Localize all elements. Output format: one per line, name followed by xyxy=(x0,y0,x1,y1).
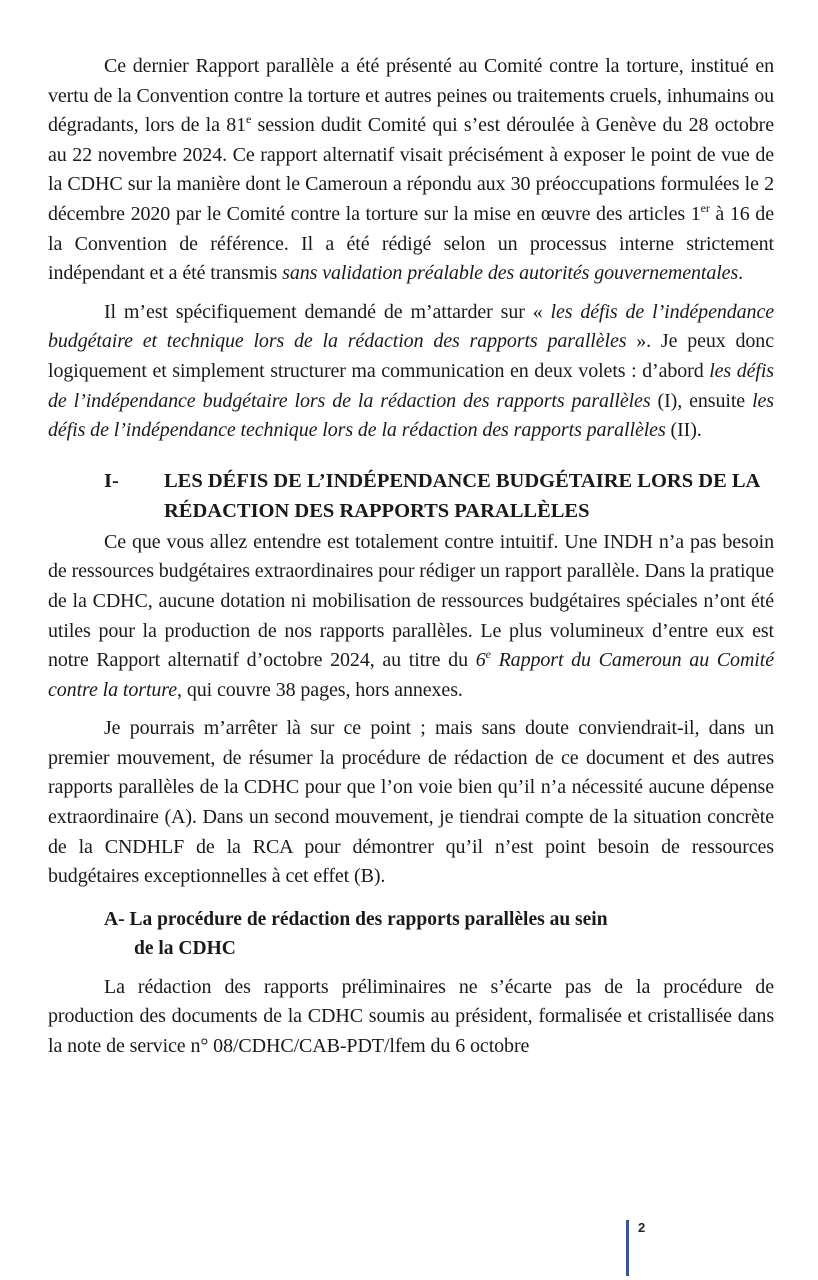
section-heading-1-number: I- xyxy=(104,469,119,492)
section-heading-a-line-1: A- La procédure de rédaction des rapports parallèles au sein xyxy=(104,908,608,930)
paragraph-2-text-d: (II). xyxy=(665,419,702,442)
paragraph-3-text-b: , qui couvre 38 pages, hors annexes. xyxy=(177,678,463,701)
superscript-e: e xyxy=(246,112,252,127)
document-page xyxy=(48,52,774,1062)
footer-accent-bar xyxy=(626,1220,629,1276)
paragraph-1-text-a: Ce dernier Rapport parallèle a été présenté au Comité contre la torture, institué en vertu de la Convention contre la torture et autres peines ou traitements cruels, inhumains ou dégradants, lors de la 81 xyxy=(48,55,774,137)
paragraph-3-italic-number: 6 xyxy=(475,649,486,672)
paragraph-2-italic-1: les défis de l’indépendance budgétaire et technique lors de la rédaction des rapports parallèles xyxy=(48,300,774,353)
paragraph-1-text-d: . xyxy=(738,262,744,285)
paragraph-2-text-c: (I), ensuite xyxy=(650,389,753,412)
paragraph-2-text-b: ». Je peux donc logiquement et simplement structurer ma communication en deux volets : d’abord xyxy=(48,330,774,382)
paragraph-4: Je pourrais m’arrêter là sur ce point ; mais sans doute conviendrait-il, dans un premier mouvement, de résumer la procédure de rédaction de ce document et des autres rapports parallèles de la CDHC pour que l’on voie bien qu’il n’a nécessité aucune dépense extraordinaire (A). Dans un second mouvement, je tiendrai compte de la situation concrète de la CNDHLF de la RCA pour démontrer qu’il n’est point besoin de ressources budgétaires exceptionnelles à cet effet (B). xyxy=(48,717,774,888)
paragraph-2-text-a: Il m’est spécifiquement demandé de m’attarder sur « xyxy=(104,300,551,323)
paragraph-1-italic: sans validation préalable des autorités gouvernementales xyxy=(282,262,739,285)
section-heading-a xyxy=(48,905,774,964)
paragraph-1-text-c: à 16 de la Convention de référence. Il a été rédigé selon un processus interne strictement indépendant et a été transmis xyxy=(48,202,774,285)
superscript-er: er xyxy=(700,200,710,215)
paragraph-3-text-a: Ce que vous allez entendre est totalement contre intuitif. Une INDH n’a pas besoin de ressources budgétaires extraordinaires pour rédiger un rapport parallèle. Dans la pratique de la CDHC, aucune dotation ni mobilisation de ressources budgétaires spéciales n’ont été utiles pour la production de nos rapports parallèles. Le plus volumineux d’entre eux est notre Rapport alternatif d’octobre 2024, au titre du xyxy=(48,530,774,672)
paragraph-1-text-b: session dudit Comité qui s’est déroulée à Genève du 28 octobre au 22 novembre 2024. Ce rapport alternatif visait précisément à exposer le point de vue de la CDHC sur la manière dont le Cameroun a répondu aux 30 préoccupations formulées le 2 décembre 2020 par le Comité contre la torture sur la mise en œuvre des articles 1 xyxy=(48,114,774,225)
paragraph-2 xyxy=(48,298,774,446)
page-footer xyxy=(624,1216,684,1280)
paragraph-2-italic-3: les défis de l’indépendance technique lors de la rédaction des rapports parallèles xyxy=(48,389,774,442)
page-number: 2 xyxy=(638,1220,646,1235)
paragraph-2-italic-2: les défis de l’indépendance budgétaire lors de la rédaction des rapports parallèles xyxy=(48,359,774,412)
section-heading-a-line-2: de la CDHC xyxy=(134,938,236,960)
superscript-e-2: e xyxy=(485,647,491,662)
paragraph-1 xyxy=(48,52,774,289)
paragraph-3-italic-text: Rapport du Cameroun au Comité contre la torture xyxy=(48,649,774,701)
paragraph-3 xyxy=(48,528,774,706)
paragraph-5: La rédaction des rapports préliminaires ne s’écarte pas de la procédure de production des documents de la CDHC soumis au président, formalisée et cristallisée dans la note de service n° 08/CDHC/CAB-PDT/lfem du 6 octobre xyxy=(48,975,774,1058)
section-heading-1 xyxy=(48,466,774,526)
section-heading-1-title: LES DÉFIS DE L’INDÉPENDANCE BUDGÉTAIRE LORS DE LA RÉDACTION DES RAPPORTS PARALLÈLES xyxy=(164,469,760,522)
